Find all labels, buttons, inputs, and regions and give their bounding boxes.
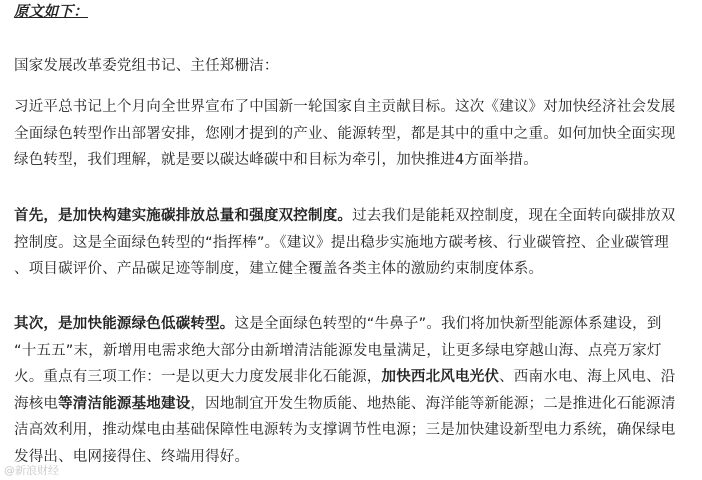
intro-paragraph: [14, 94, 676, 174]
intro-line-2: 全面绿色转型作出部署安排，您刚才提到的产业、能源转型，都是其中的重中之重。如何加快全面实现: [14, 125, 676, 142]
intro-line-3: 绿色转型，我们理解，就是要以碳达峰碳中和目标为牵引，加快推进4方面举措。: [14, 152, 538, 168]
intro-line-1: 习近平总书记上个月向全世界宣布了中国新一轮国家自主贡献目标。这次《建议》对加快经济社会发展: [14, 99, 676, 115]
first-measure-line-1: [14, 203, 676, 230]
speaker-paragraph: [14, 53, 279, 80]
second-measure-line-4: [14, 391, 676, 418]
second-measure-line-3: [14, 364, 676, 391]
watermark: @新浪财经: [4, 464, 59, 477]
first-measure-line-3: 、项目碳评价、产品碳足迹等制度，建立健全覆盖各类主体的激励约束制度体系。: [14, 261, 544, 277]
second-measure-line-5: 洁高效利用，推动煤电由基础保障性电源转为支撑调节性电源；三是加快建设新型电力系统，确保绿电: [14, 422, 676, 438]
second-measure-line-2: “十五五”末，新增用电需求绝大部分由新增清洁能源发电量满足，让更多绿电穿越山海、点亮万家灯: [14, 342, 662, 359]
first-measure-bold: 首先，是加快构建实施碳排放总量和强度双控制度。: [14, 208, 353, 224]
first-measure-paragraph: [14, 203, 676, 283]
second-measure-paragraph: [14, 311, 676, 470]
clean-energy-base-bold: 等清洁能源基地建设: [58, 395, 191, 412]
second-measure-line-1: [14, 311, 676, 338]
section-heading: 原文如下：: [14, 4, 88, 20]
second-measure-line-6: 发得出、电网接得住、终端用得好。: [14, 448, 250, 465]
second-measure-line-4-start: 海核电: [14, 395, 59, 412]
second-measure-line-3-rest: 、西南水电、海上风电、沿: [499, 369, 676, 385]
second-measure-line-3-start: 火。重点有三项工作：一是以更大力度发展非化石能源，: [14, 369, 382, 385]
first-measure-line-2: 控制度。这是全面绿色转型的“指挥棒”。《建议》提出稳步实施地方碳考核、行业碳管控、企业碳管理: [14, 234, 669, 251]
speaker-line: 国家发展改革委党组书记、主任郑栅洁：: [14, 58, 279, 74]
first-measure-line-1-rest: 过去我们是能耗双控制度，现在全面转向碳排放双: [352, 208, 676, 224]
second-measure-line-1-rest: 这是全面绿色转型的“牛鼻子”。我们将加快新型能源体系建设，到: [234, 316, 662, 332]
northwest-wind-solar-bold: 加快西北风电光伏: [381, 369, 500, 385]
second-measure-line-4-rest: ，因地制宜开发生物质能、地热能、海洋能等新能源；二是推进化石能源清: [190, 395, 676, 412]
second-measure-bold: 其次，是加快能源绿色低碳转型。: [14, 316, 235, 332]
